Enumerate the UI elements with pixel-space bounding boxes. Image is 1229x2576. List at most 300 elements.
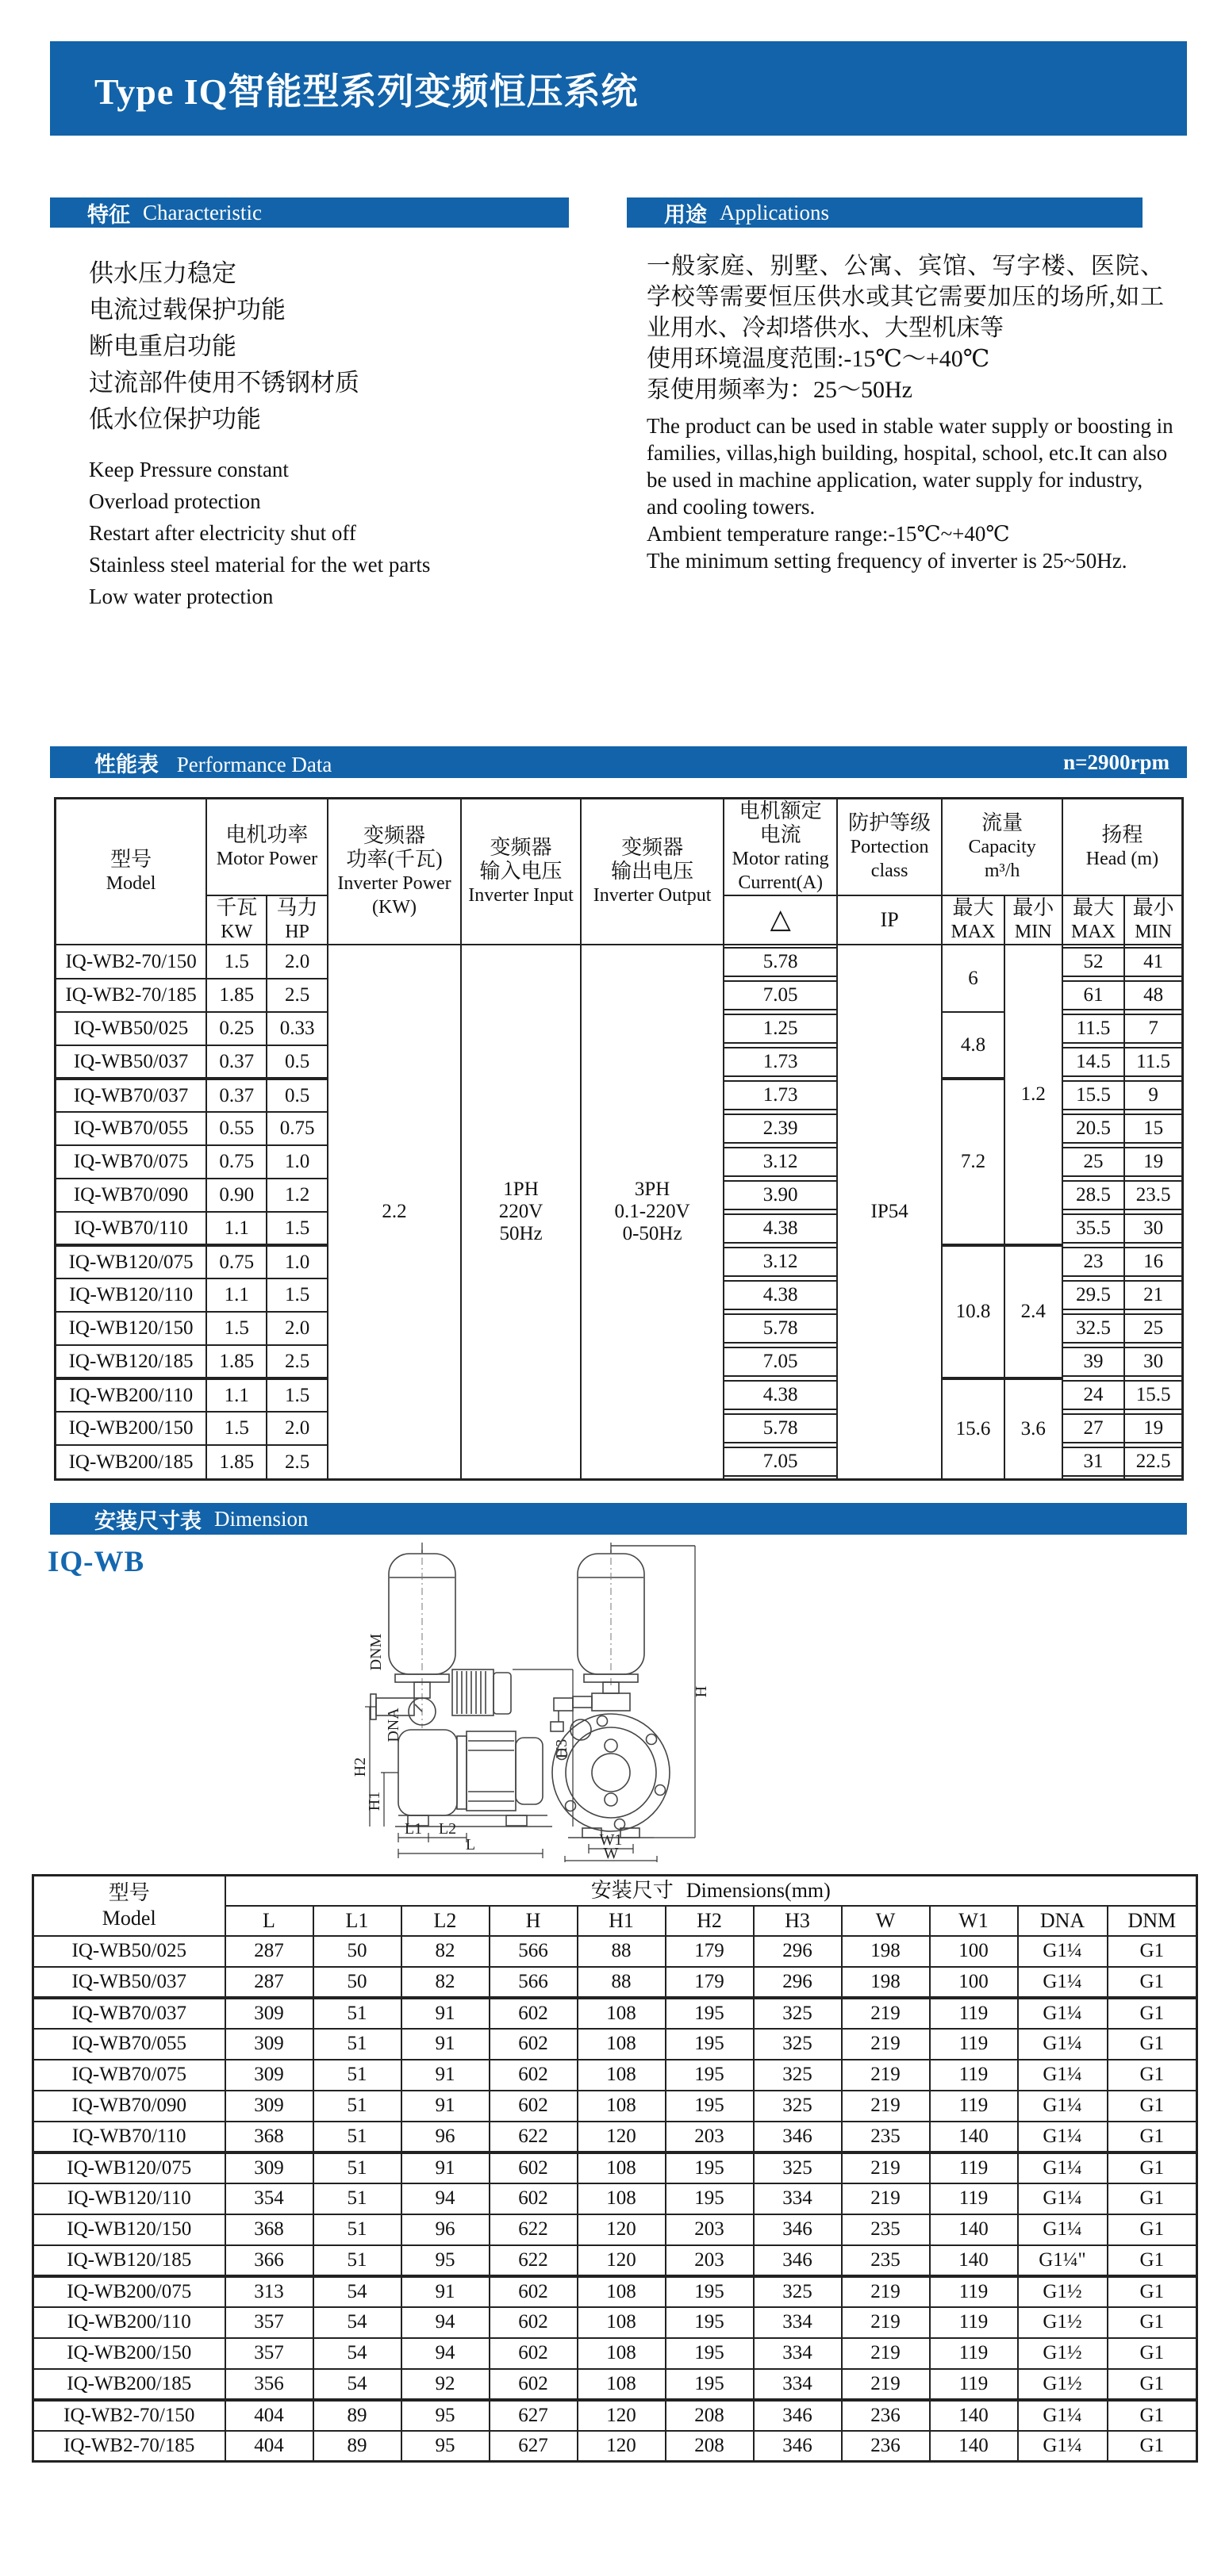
dim-cell: G1¼ [1018, 2431, 1108, 2462]
dim-row [33, 2307, 1197, 2338]
characteristic-header-en: Characteristic [143, 200, 262, 224]
current-cell: 1.73 [724, 1045, 836, 1079]
col-header-H3: H3 [754, 1906, 842, 1936]
dim-cell: 622 [490, 2122, 578, 2152]
inverter-power-cell: 2.2 [328, 945, 462, 1480]
front-view-dimension-lines [565, 1546, 710, 1862]
model-cell: IQ-WB70/075 [56, 1145, 207, 1179]
head-max-cell: 39 [1062, 1345, 1124, 1378]
model-cell: IQ-WB200/185 [33, 2369, 225, 2400]
dim-cell: 334 [754, 2369, 842, 2400]
kw-cell: 1.1 [206, 1212, 267, 1245]
dim-cell: 108 [578, 2183, 666, 2214]
dim-cell: 51 [313, 2029, 401, 2060]
dim-cell: 235 [842, 2245, 930, 2276]
dim-cell: 404 [225, 2431, 313, 2462]
dim-cell: 108 [578, 2029, 666, 2060]
capacity-max-cell: 4.8 [942, 1012, 1004, 1079]
current-cell: 7.05 [724, 979, 836, 1012]
dim-cell: G1½ [1018, 2369, 1108, 2400]
dim-cell: 334 [754, 2338, 842, 2369]
kw-cell: 1.1 [206, 1278, 267, 1312]
dim-cell: G1¼ [1018, 2091, 1108, 2122]
model-cell: IQ-WB50/037 [33, 1967, 225, 1998]
head-max-cell: 29.5 [1062, 1278, 1124, 1312]
current-cell: 5.78 [724, 1312, 836, 1345]
performance-header [94, 747, 332, 778]
current-cell: 4.38 [724, 1278, 836, 1312]
subcol-hp: 马力 HP [267, 895, 327, 945]
head-max-cell: 31 [1062, 1445, 1124, 1480]
dim-cell: 203 [666, 2245, 754, 2276]
dim-cell: 325 [754, 1998, 842, 2029]
dim-row [33, 2091, 1197, 2122]
head-min-cell: 15.5 [1124, 1378, 1182, 1412]
dim-cell: 140 [930, 2122, 1018, 2152]
dim-row [33, 2029, 1197, 2060]
col-header-W1: W1 [930, 1906, 1018, 1936]
current-cell: 1.25 [724, 1012, 836, 1045]
model-cell: IQ-WB200/110 [33, 2307, 225, 2338]
dim-row [33, 2183, 1197, 2214]
col-header-capacity: 流量 Capacity m³/h [942, 799, 1062, 896]
dim-cell: 219 [842, 2029, 930, 2060]
current-cell: 5.78 [724, 945, 836, 979]
dim-cell: G1 [1108, 2091, 1197, 2122]
dim-cell: G1¼ [1018, 1998, 1108, 2029]
dim-cell: 309 [225, 1998, 313, 2029]
head-max-cell: 61 [1062, 979, 1124, 1012]
hp-cell: 1.0 [267, 1145, 327, 1179]
dim-cell: 235 [842, 2214, 930, 2245]
dim-cell: 119 [930, 2369, 1018, 2400]
head-max-cell: 28.5 [1062, 1179, 1124, 1212]
col-header-protection-class: 防护等级 Portection class [837, 799, 942, 896]
dim-row [33, 1998, 1197, 2029]
subcol-kw: 千瓦 KW [206, 895, 267, 945]
model-cell: IQ-WB70/037 [33, 1998, 225, 2029]
dim-row [33, 2245, 1197, 2276]
hp-cell: 1.5 [267, 1212, 327, 1245]
model-cell: IQ-WB120/075 [56, 1245, 207, 1278]
dim-cell: G1¼ [1018, 2152, 1108, 2183]
hp-cell: 1.2 [267, 1179, 327, 1212]
dim-cell: 95 [401, 2245, 490, 2276]
subcol-current-symbol [724, 895, 836, 945]
dim-cell: G1 [1108, 2122, 1197, 2152]
dim-cell: G1 [1108, 2060, 1197, 2091]
pump-front-view [551, 1543, 695, 1838]
col-header-inverter-power: 变频器 功率(千瓦) Inverter Power (KW) [328, 799, 462, 945]
current-cell: 1.73 [724, 1079, 836, 1112]
col-header-DNM: DNM [1108, 1906, 1197, 1936]
dim-cell: 602 [490, 2183, 578, 2214]
applications-header-en: Applications [720, 200, 829, 224]
dim-cell: 54 [313, 2276, 401, 2307]
model-cell: IQ-WB70/055 [33, 2029, 225, 2060]
head-min-cell: 30 [1124, 1212, 1182, 1245]
head-max-cell: 23 [1062, 1245, 1124, 1278]
dim-cell: 366 [225, 2245, 313, 2276]
dim-cell: 309 [225, 2091, 313, 2122]
kw-cell: 0.90 [206, 1179, 267, 1212]
dim-cell: 602 [490, 2091, 578, 2122]
head-min-cell: 19 [1124, 1145, 1182, 1179]
dim-cell: 357 [225, 2338, 313, 2369]
dim-cell: 325 [754, 2060, 842, 2091]
dim-cell: 296 [754, 1967, 842, 1998]
hp-cell: 1.0 [267, 1245, 327, 1278]
model-cell: IQ-WB200/150 [56, 1412, 207, 1445]
hp-cell: 0.5 [267, 1079, 327, 1112]
dim-cell: 91 [401, 1998, 490, 2029]
head-min-cell: 7 [1124, 1012, 1182, 1045]
dim-row [33, 2060, 1197, 2091]
dim-cell: 566 [490, 1936, 578, 1967]
col-header-inverter-output: 变频器 输出电压 Inverter Output [581, 799, 724, 945]
dim-cell: 119 [930, 2029, 1018, 2060]
perf-row [56, 945, 1183, 979]
dim-cell: 622 [490, 2214, 578, 2245]
dim-cell: 346 [754, 2214, 842, 2245]
dim-cell: G1¼ [1018, 1967, 1108, 1998]
dim-cell: 94 [401, 2307, 490, 2338]
dim-cell: 108 [578, 2152, 666, 2183]
model-cell: IQ-WB200/110 [56, 1378, 207, 1412]
dim-cell: 50 [313, 1967, 401, 1998]
hp-cell: 0.5 [267, 1045, 327, 1079]
hp-cell: 2.0 [267, 1312, 327, 1345]
dim-cell: G1 [1108, 2400, 1197, 2431]
model-cell: IQ-WB120/150 [33, 2214, 225, 2245]
dim-cell: 140 [930, 2431, 1018, 2462]
col-header-H: H [490, 1906, 578, 1936]
dimension-header-zh: 安装尺寸表 [94, 1508, 202, 1533]
dim-cell: 236 [842, 2431, 930, 2462]
dim-cell: 325 [754, 2091, 842, 2122]
dim-cell: G1¼ [1018, 2183, 1108, 2214]
pump-frequency-zh: 泵使用频率为：25～50Hz [647, 377, 912, 403]
model-cell: IQ-WB120/150 [56, 1312, 207, 1345]
dim-cell: 100 [930, 1936, 1018, 1967]
dim-cell: 89 [313, 2400, 401, 2431]
model-cell: IQ-WB50/025 [33, 1936, 225, 1967]
head-max-cell: 35.5 [1062, 1212, 1124, 1245]
dim-cell: 96 [401, 2214, 490, 2245]
temperature-range-zh: 使用环境温度范围:-15℃～+40℃ [647, 346, 990, 372]
dim-cell: 334 [754, 2307, 842, 2338]
subcol-capacity-min: 最小 MIN [1004, 895, 1062, 945]
dim-label-h: H [693, 1685, 710, 1698]
dim-cell: 219 [842, 2091, 930, 2122]
model-cell: IQ-WB70/110 [33, 2122, 225, 2152]
subcol-head-max: 最大 MAX [1062, 895, 1124, 945]
dim-cell: 195 [666, 2276, 754, 2307]
model-cell: IQ-WB2-70/185 [56, 979, 207, 1012]
kw-cell: 0.75 [206, 1245, 267, 1278]
dim-row [33, 1967, 1197, 1998]
dim-cell: G1 [1108, 2152, 1197, 2183]
dim-cell: 566 [490, 1967, 578, 1998]
hp-cell: 1.5 [267, 1278, 327, 1312]
head-min-cell: 30 [1124, 1345, 1182, 1378]
dim-row [33, 2214, 1197, 2245]
pump-dimension-drawing [349, 1541, 1063, 1863]
dim-cell: 54 [313, 2369, 401, 2400]
dim-cell: G1 [1108, 2245, 1197, 2276]
feature-item: Low water protection [89, 585, 274, 608]
dim-cell: 88 [578, 1967, 666, 1998]
dim-cell: 108 [578, 2060, 666, 2091]
dim-cell: 119 [930, 2091, 1018, 2122]
dim-cell: 100 [930, 1967, 1018, 1998]
dim-cell: 368 [225, 2122, 313, 2152]
dim-cell: 404 [225, 2400, 313, 2431]
dim-cell: G1¼ [1018, 2060, 1108, 2091]
dim-cell: 198 [842, 1967, 930, 1998]
dim-cell: 219 [842, 2152, 930, 2183]
subcol-capacity-max: 最大 MAX [942, 895, 1004, 945]
page-title: Type IQ智能型系列变频恒压系统 [94, 71, 639, 112]
dim-cell: 309 [225, 2029, 313, 2060]
hp-cell: 2.5 [267, 1445, 327, 1480]
applications-text-en [647, 412, 1177, 574]
pump-frequency-en: The minimum setting frequency of inverter is 25~50Hz. [647, 549, 1127, 573]
capacity-min-cell: 3.6 [1004, 1378, 1062, 1480]
feature-item: 断电重启功能 [89, 332, 236, 360]
current-cell: 3.12 [724, 1245, 836, 1278]
dim-cell: 313 [225, 2276, 313, 2307]
dim-cell: G1¼ [1018, 2122, 1108, 2152]
dim-cell: G1 [1108, 2183, 1197, 2214]
characteristic-header-zh: 特征 [87, 202, 130, 227]
series-label: IQ-WB [48, 1546, 145, 1578]
dim-cell: 346 [754, 2245, 842, 2276]
col-header-W: W [842, 1906, 930, 1936]
capacity-max-cell: 15.6 [942, 1378, 1004, 1480]
dim-cell: 179 [666, 1936, 754, 1967]
subcol-ip: IP [837, 895, 942, 945]
model-cell: IQ-WB120/185 [33, 2245, 225, 2276]
dim-cell: 203 [666, 2122, 754, 2152]
dim-cell: 195 [666, 2029, 754, 2060]
dim-label-l2: L2 [438, 1820, 457, 1838]
dim-row [33, 2152, 1197, 2183]
dim-cell: 602 [490, 2338, 578, 2369]
dim-cell: 325 [754, 2029, 842, 2060]
rpm-note: n=2900rpm [1063, 749, 1169, 774]
kw-cell: 0.75 [206, 1145, 267, 1179]
head-min-cell: 48 [1124, 979, 1182, 1012]
dim-cell: 195 [666, 2091, 754, 2122]
dim-cell: 120 [578, 2122, 666, 2152]
dim-label-w: W [603, 1845, 619, 1862]
dim-cell: 51 [313, 2214, 401, 2245]
col-header-motor-current: 电机额定 电流 Motor rating Current(A) [724, 799, 836, 896]
subcol-head-min: 最小 MIN [1124, 895, 1182, 945]
dim-cell: 140 [930, 2400, 1018, 2431]
dim-cell: 219 [842, 2369, 930, 2400]
dim-row [33, 2369, 1197, 2400]
current-cell: 3.90 [724, 1179, 836, 1212]
head-min-cell: 21 [1124, 1278, 1182, 1312]
applications-header-zh: 用途 [664, 202, 707, 227]
dim-cell: 51 [313, 2245, 401, 2276]
dim-cell: 195 [666, 2338, 754, 2369]
dim-cell: 51 [313, 2152, 401, 2183]
head-max-cell: 11.5 [1062, 1012, 1124, 1045]
col-header-model: 型号 Model [33, 1876, 225, 1936]
dim-cell: G1¼ [1018, 1936, 1108, 1967]
dim-row [33, 2431, 1197, 2462]
dim-cell: 51 [313, 1998, 401, 2029]
dimension-section-header [50, 1503, 1187, 1535]
dim-cell: 119 [930, 2183, 1018, 2214]
dim-cell: 119 [930, 1998, 1018, 2029]
kw-cell: 1.85 [206, 979, 267, 1012]
head-max-cell: 20.5 [1062, 1112, 1124, 1145]
dim-cell: G1¼" [1018, 2245, 1108, 2276]
head-max-cell: 25 [1062, 1145, 1124, 1179]
dim-cell: 195 [666, 2183, 754, 2214]
applications-section-header [627, 197, 1143, 228]
dim-cell: 89 [313, 2431, 401, 2462]
model-cell: IQ-WB120/110 [33, 2183, 225, 2214]
dim-cell: 195 [666, 2060, 754, 2091]
dim-cell: 179 [666, 1967, 754, 1998]
dim-label-h3: H3 [553, 1738, 570, 1759]
dim-cell: 94 [401, 2338, 490, 2369]
performance-section-header [50, 746, 1187, 778]
capacity-max-cell: 10.8 [942, 1245, 1004, 1378]
feature-item: 低水位保护功能 [89, 405, 261, 433]
dim-cell: 309 [225, 2152, 313, 2183]
dim-cell: 219 [842, 2307, 930, 2338]
feature-item: 电流过载保护功能 [89, 296, 286, 324]
hp-cell: 0.33 [267, 1012, 327, 1045]
dim-cell: 208 [666, 2431, 754, 2462]
dim-cell: 627 [490, 2400, 578, 2431]
dim-cell: 92 [401, 2369, 490, 2400]
feature-item: Keep Pressure constant [89, 458, 289, 481]
dim-label-l1: L1 [404, 1820, 423, 1838]
current-cell: 2.39 [724, 1112, 836, 1145]
dim-cell: 50 [313, 1936, 401, 1967]
dim-cell: 325 [754, 2276, 842, 2307]
model-cell: IQ-WB2-70/185 [33, 2431, 225, 2462]
model-cell: IQ-WB70/090 [56, 1179, 207, 1212]
head-max-cell: 15.5 [1062, 1079, 1124, 1112]
perf-header-row-1 [56, 799, 1183, 896]
dim-row [33, 2276, 1197, 2307]
dim-cell: 91 [401, 2029, 490, 2060]
dim-cell: G1 [1108, 1998, 1197, 2029]
col-header-H2: H2 [666, 1906, 754, 1936]
dim-cell: 195 [666, 2307, 754, 2338]
head-min-cell: 19 [1124, 1412, 1182, 1445]
dim-cell: G1 [1108, 2338, 1197, 2369]
dim-cell: 208 [666, 2400, 754, 2431]
dim-cell: 120 [578, 2245, 666, 2276]
col-header-dimensions-group: 安装尺寸 Dimensions(mm) [225, 1876, 1197, 1906]
head-min-cell: 16 [1124, 1245, 1182, 1278]
dim-label-h2: H2 [351, 1757, 369, 1777]
dim-cell: 91 [401, 2060, 490, 2091]
dim-label-dna: DNA [385, 1708, 402, 1742]
feature-item: Restart after electricity shut off [89, 521, 356, 545]
dim-header-row-1 [33, 1876, 1197, 1906]
dim-cell: 140 [930, 2245, 1018, 2276]
current-cell: 4.38 [724, 1378, 836, 1412]
model-cell: IQ-WB70/075 [33, 2060, 225, 2091]
col-header-inverter-input: 变频器 输入电压 Inverter Input [461, 799, 581, 945]
applications-paragraph-zh: 一般家庭、别墅、公寓、宾馆、写字楼、医院、学校等需要恒压供水或其它需要加压的场所,如工业用水、冷却塔供水、大型机床等 [647, 253, 1164, 341]
col-header-L: L [225, 1906, 313, 1936]
kw-cell: 1.85 [206, 1445, 267, 1480]
head-max-cell: 27 [1062, 1412, 1124, 1445]
dim-cell: 236 [842, 2400, 930, 2431]
dim-cell: 235 [842, 2122, 930, 2152]
hp-cell: 2.0 [267, 945, 327, 979]
kw-cell: 0.55 [206, 1112, 267, 1145]
performance-header-zh: 性能表 [94, 752, 159, 776]
dim-cell: 120 [578, 2400, 666, 2431]
dim-cell: 51 [313, 2122, 401, 2152]
hp-cell: 2.5 [267, 979, 327, 1012]
col-header-head: 扬程 Head (m) [1062, 799, 1183, 896]
model-cell: IQ-WB50/025 [56, 1012, 207, 1045]
model-cell: IQ-WB70/090 [33, 2091, 225, 2122]
dim-cell: 108 [578, 1998, 666, 2029]
applications-paragraph-en: The product can be used in stable water supply or boosting in families, villas,high building, hospital, school, etc.It can also be used in machine application, water supply for industry, and cooling towers. [647, 414, 1173, 519]
dim-cell: G1¼ [1018, 2029, 1108, 2060]
capacity-max-cell: 7.2 [942, 1079, 1004, 1245]
current-cell: 3.12 [724, 1145, 836, 1179]
dim-cell: 219 [842, 2183, 930, 2214]
feature-item: Stainless steel material for the wet parts [89, 553, 431, 577]
dim-cell: 195 [666, 2369, 754, 2400]
dim-cell: 354 [225, 2183, 313, 2214]
performance-header-en: Performance Data [176, 752, 332, 776]
dim-cell: 622 [490, 2245, 578, 2276]
dim-cell: 219 [842, 2276, 930, 2307]
dim-cell: 296 [754, 1936, 842, 1967]
kw-cell: 1.85 [206, 1345, 267, 1378]
dim-row [33, 2122, 1197, 2152]
model-cell: IQ-WB70/037 [56, 1079, 207, 1112]
dim-cell: 195 [666, 1998, 754, 2029]
dim-cell: 94 [401, 2183, 490, 2214]
head-max-cell: 32.5 [1062, 1312, 1124, 1345]
dim-cell: 95 [401, 2400, 490, 2431]
dim-label-dnm: DNM [367, 1633, 385, 1671]
current-cell: 5.78 [724, 1412, 836, 1445]
dim-cell: G1½ [1018, 2338, 1108, 2369]
dim-cell: 368 [225, 2214, 313, 2245]
kw-cell: 1.5 [206, 945, 267, 979]
hp-cell: 2.0 [267, 1412, 327, 1445]
dim-cell: 108 [578, 2338, 666, 2369]
characteristic-list-en [89, 454, 430, 612]
current-cell: 7.05 [724, 1345, 836, 1378]
capacity-max-cell: 6 [942, 945, 1004, 1012]
dim-cell: 602 [490, 2276, 578, 2307]
model-cell: IQ-WB120/185 [56, 1345, 207, 1378]
dim-cell: 357 [225, 2307, 313, 2338]
pump-side-view [371, 1543, 552, 1827]
characteristic-section-header [50, 197, 569, 228]
dim-cell: G1¼ [1018, 2400, 1108, 2431]
